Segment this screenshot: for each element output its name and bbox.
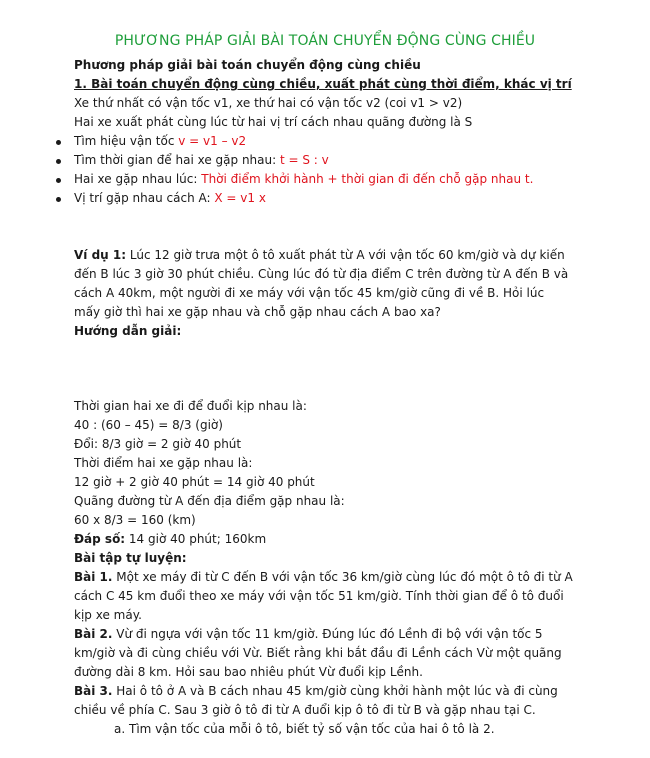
bullet-formula: v = v1 – v2 xyxy=(178,134,247,148)
solution-line: Thời gian hai xe đi để đuổi kịp nhau là: xyxy=(74,399,307,413)
solution-line: Quãng đường từ A đến địa điểm gặp nhau là: xyxy=(74,494,345,508)
bullet-label: Tìm thời gian để hai xe gặp nhau: xyxy=(74,153,280,167)
exercise-text: Vừ đi ngựa với vận tốc 11 km/giờ. Đúng lúc đó Lềnh đi bộ với vận tốc 5 km/giờ và đi cùng chiều với Vừ. Biết rằng khi bắt đầu đi Lềnh cách Vừ một quãng đường dài 8 km. Hỏi sau bao nhiêu phút Vừ đuổi kịp Lềnh. xyxy=(74,627,562,679)
page-title: PHƯƠNG PHÁP GIẢI BÀI TOÁN CHUYỂN ĐỘNG CÙNG CHIỀU xyxy=(114,33,536,49)
bullet-label: Tìm hiệu vận tốc xyxy=(74,134,179,148)
solution-line: Thời điểm hai xe gặp nhau là: xyxy=(74,456,253,470)
bullet-label: Vị trí gặp nhau cách A: xyxy=(74,191,215,205)
solution-line: 40 : (60 – 45) = 8/3 (giờ) xyxy=(74,418,223,432)
bullet-dot-icon xyxy=(56,140,61,145)
exercise-text: Một xe máy đi từ C đến B với vận tốc 36 km/giờ cùng lúc đó một ô tô đi từ A cách C 45 km đuổi theo xe máy với vận tốc 51 km/giờ. Tính thời gian để ô tô đuổi kịp xe máy. xyxy=(74,570,573,622)
exercise-paragraph xyxy=(74,568,574,625)
example-paragraph xyxy=(74,246,574,322)
bullet-formula: Thời điểm khởi hành + thời gian đi đến chỗ gặp nhau t. xyxy=(201,172,534,186)
exercise-sub-item: a. Tìm vận tốc của mỗi ô tô, biết tỷ số vận tốc của hai ô tô là 2. xyxy=(114,722,495,736)
practice-heading: Bài tập tự luyện: xyxy=(74,551,187,565)
bullet-formula: t = S : v xyxy=(279,153,329,167)
bullet-formula: X = v1 x xyxy=(214,191,266,205)
example-label: Ví dụ 1: xyxy=(74,248,127,262)
bullet-dot-icon xyxy=(56,159,61,164)
bullet-dot-icon xyxy=(56,178,61,183)
solution-line: 12 giờ + 2 giờ 40 phút = 14 giờ 40 phút xyxy=(74,475,315,489)
exercise-text: Hai ô tô ở A và B cách nhau 45 km/giờ cùng khởi hành một lúc và đi cùng chiều về phía C. Sau 3 giờ ô tô đi từ A đuổi kịp ô tô đi từ B và gặp nhau tại C. xyxy=(74,684,558,717)
answer-text: 14 giờ 40 phút; 160km xyxy=(125,532,267,546)
sub-heading: 1. Bài toán chuyển động cùng chiều, xuất phát cùng thời điểm, khác vị trí xyxy=(74,77,572,91)
example-text: Lúc 12 giờ trưa một ô tô xuất phát từ A với vận tốc 60 km/giờ và dự kiến đến B lúc 3 giờ 30 phút chiều. Cùng lúc đó từ địa điểm C trên đường từ A đến B và cách A 40km, một người đi xe máy với vận tốc 45 km/giờ cũng đi về B. Hỏi lúc mấy giờ thì hai xe gặp nhau và chỗ gặp nhau cách A bao xa? xyxy=(74,248,569,319)
section-title: Phương pháp giải bài toán chuyển động cùng chiều xyxy=(74,58,421,72)
solution-line: 60 x 8/3 = 160 (km) xyxy=(74,513,196,527)
exercise-label: Bài 1. xyxy=(74,570,113,584)
bullet-item xyxy=(74,170,574,189)
answer-line xyxy=(74,530,574,549)
exercise-label: Bài 2. xyxy=(74,627,113,641)
bullet-label: Hai xe gặp nhau lúc: xyxy=(74,172,202,186)
bullet-item xyxy=(74,151,574,170)
solution-line: Đổi: 8/3 giờ = 2 giờ 40 phút xyxy=(74,437,242,451)
bullet-item xyxy=(74,132,574,151)
answer-label: Đáp số: xyxy=(74,532,126,546)
method-bullet-list xyxy=(74,132,574,208)
bullet-dot-icon xyxy=(56,197,61,202)
exercise-paragraph xyxy=(74,625,574,682)
exercise-label: Bài 3. xyxy=(74,684,113,698)
document-body xyxy=(74,56,574,739)
exercise-paragraph xyxy=(74,682,574,720)
intro-line: Xe thứ nhất có vận tốc v1, xe thứ hai có vận tốc v2 (coi v1 > v2) xyxy=(74,96,463,110)
guide-label: Hướng dẫn giải: xyxy=(74,324,182,338)
bullet-item xyxy=(74,189,574,208)
intro-line: Hai xe xuất phát cùng lúc từ hai vị trí cách nhau quãng đường là S xyxy=(74,115,473,129)
